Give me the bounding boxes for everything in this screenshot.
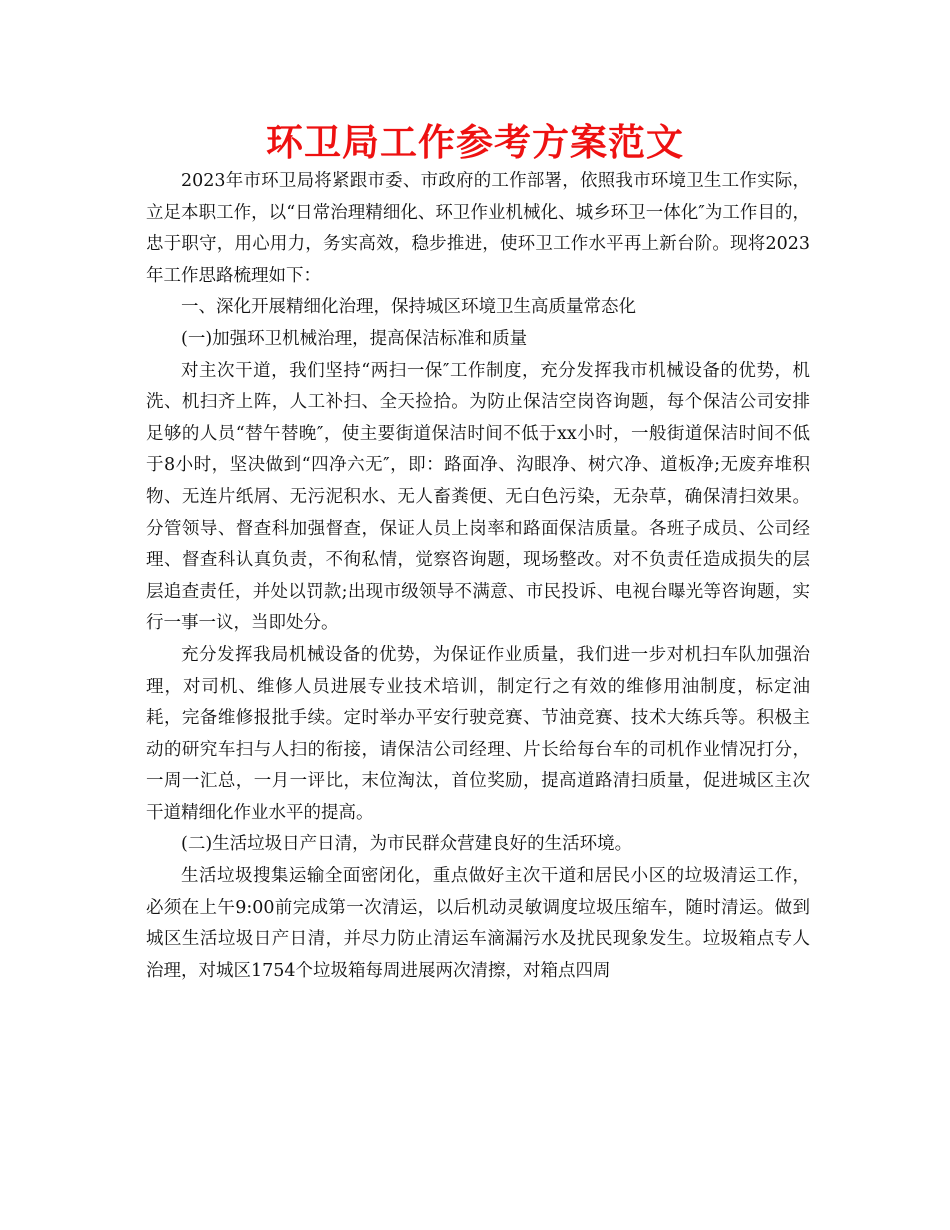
document-body [146, 166, 810, 987]
section-heading-1: 一、深化开展精细化治理，保持城区环境卫生高质量常态化 [181, 297, 636, 318]
paragraph-intro: 2023年市环卫局将紧跟市委、市政府的工作部署，依照我市环境卫生工作实际，立足本职工作，以“日常治理精细化、环卫作业机械化、城乡环卫一体化″为工作目的，忠于职守，用心用力，务实高效，稳步推进，使环卫工作水平再上新台阶。现将2023年工作思路梳理如下： [146, 171, 810, 286]
paragraph-main-roads: 对主次干道，我们坚持“两扫一保″工作制度，充分发挥我市机械设备的优势，机洗、机扫齐上阵，人工补扫、全天捡拾。为防止保洁空岗咨询题，每个保洁公司安排足够的人员“替午替晚″，使主要街道保洁时间不低于xx小时，一般街道保洁时间不低于8小时，坚决做到“四净六无″，即：路面净、沟眼净、树穴净、道板净;无废弃堆积物、无连片纸屑、无污泥积水、无人畜粪便、无白色污染，无杂草，确保清扫效果。分管领导、督查科加强督查，保证人员上岗率和路面保洁质量。各班子成员、公司经理、督查科认真负责，不徇私情，觉察咨询题，现场整改。对不负责任造成损失的层层追查责任，并处以罚款;出现市级领导不满意、市民投诉、电视台曝光等咨询题，实行一事一议，当即处分。 [146, 360, 810, 634]
paragraph-garbage: 生活垃圾搜集运输全面密闭化，重点做好主次干道和居民小区的垃圾清运工作，必须在上午9:00前完成第一次清运，以后机动灵敏调度垃圾压缩车，随时清运。做到城区生活垃圾日产日清，并尽力防止清运车滴漏污水及扰民现象发生。垃圾箱点专人治理，对城区1754个垃圾箱每周进展两次清擦，对箱点四周 [146, 866, 810, 981]
paragraph-machinery: 充分发挥我局机械设备的优势，为保证作业质量，我们进一步对机扫车队加强治理，对司机、维修人员进展专业技术培训，制定行之有效的维修用油制度，标定油耗，完备维修报批手续。定时举办平安行驶竞赛、节油竞赛、技术大练兵等。积极主动的研究车扫与人扫的衔接，请保洁公司经理、片长给每台车的司机作业情况打分，一周一汇总，一月一评比，末位淘汰，首位奖励，提高道路清扫质量，促进城区主次干道精细化作业水平的提高。 [146, 644, 810, 823]
subsection-heading-1: (一)加强环卫机械治理，提高保洁标准和质量 [181, 328, 528, 349]
document-title: 环卫局工作参考方案范文 [266, 121, 684, 164]
subsection-heading-2: (二)生活垃圾日产日清，为市民群众营建良好的生活环境。 [181, 834, 633, 855]
